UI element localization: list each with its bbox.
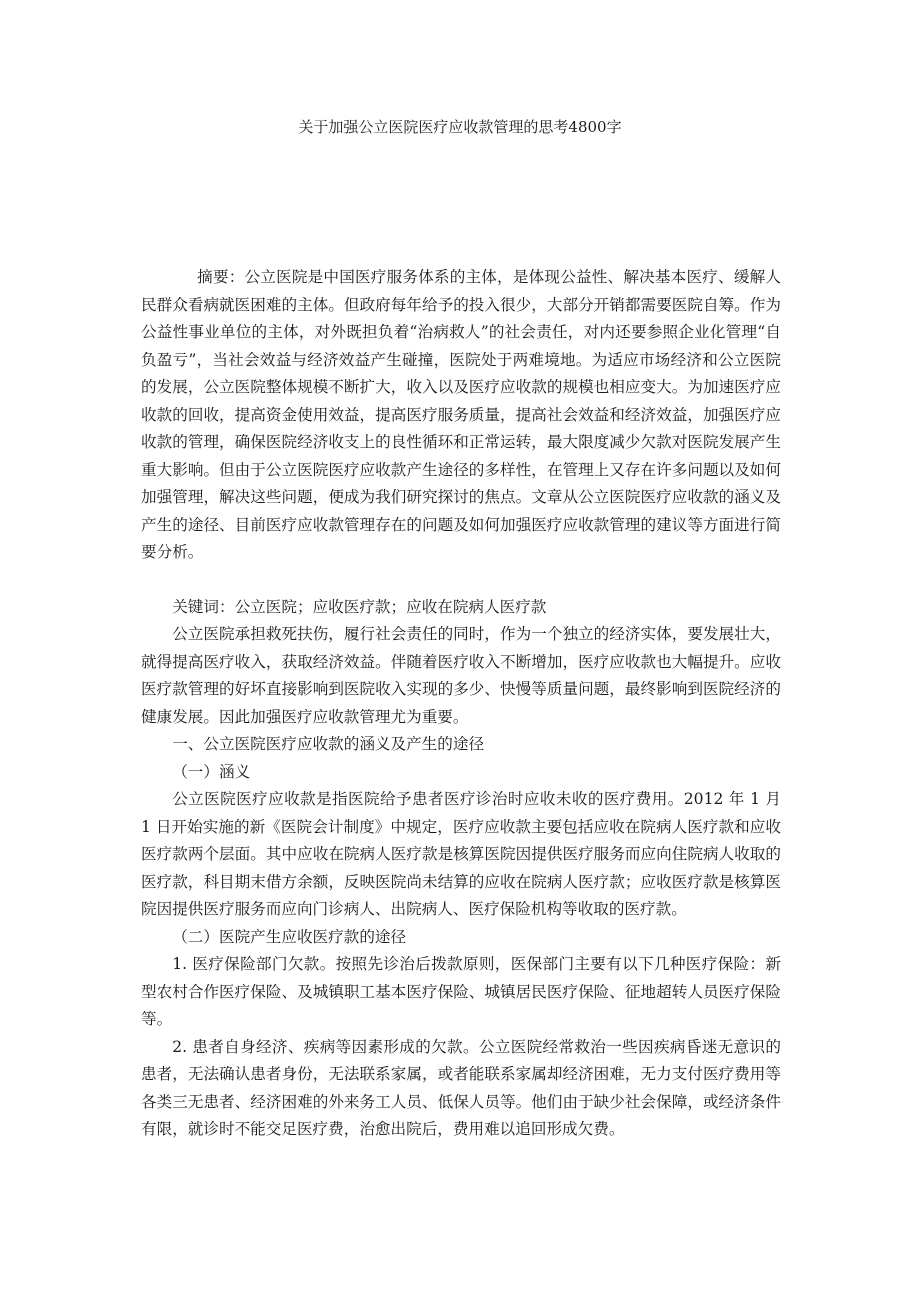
subsection-heading-sources: （二）医院产生应收医疗款的途径 — [172, 927, 407, 946]
abstract-paragraph: 摘要：公立医院是中国医疗服务体系的主体，是体现公益性、解决基本医疗、缓解人民群众看病就医困难的主体。但政府每年给予的投入很少，大部分开销都需要医院自筹。作为公益性事业单位的主体，对外既担负着“治病救人”的社会责任，对内还要参照企业化管理“自负盈亏”，当社会效益与经济效益产生碰撞，医院处于两难境地。为适应市场经济和公立医院的发展，公立医院整体规模不断扩大，收入以及医疗应收款的规模也相应变大。为加速医疗应收款的回收，提高资金使用效益，提高医疗服务质量，提高社会效益和经济效益，加强医疗应收款的管理，确保医院经济收支上的良性循环和正常运转，最大限度减少欠款对医院发展产生重大影响。但由于公立医院医疗应收款产生途径的多样性，在管理上又存在许多问题以及如何加强管理，解决这些问题，便成为我们研究探讨的焦点。文章从公立医院医疗应收款的涵义及产生的途径、目前医疗应收款管理存在的问题及如何加强医疗应收款管理的建议等方面进行简要分析。 — [141, 268, 781, 561]
list-item-insurance: 1. 医疗保险部门欠款。按照先诊治后拨款原则，医保部门主要有以下几种医疗保险：新型农村合作医疗保险、及城镇职工基本医疗保险、城镇居民医疗保险、征地超转人员医疗保险等。 — [141, 955, 781, 1028]
keywords-line: 关键词：公立医院；应收医疗款；应收在院病人医疗款 — [172, 597, 547, 616]
list-item-patient: 2. 患者自身经济、疾病等因素形成的欠款。公立医院经常救治一些因疾病昏迷无意识的患者，无法确认患者身份，无法联系家属，或者能联系家属却经济困难，无力支付医疗费用等各类三无患者、经济困难的外来务工人员、低保人员等。他们由于缺少社会保障，或经济条件有限，就诊时不能交足医疗费，治愈出院后，费用难以追回形成欠费。 — [141, 1037, 781, 1138]
document-title: 关于加强公立医院医疗应收款管理的思考4800字 — [298, 118, 622, 136]
subsection-heading-meaning: （一）涵义 — [172, 762, 251, 781]
meaning-paragraph: 公立医院医疗应收款是指医院给予患者医疗诊治时应收未收的医疗费用。2012 年 1 月 1 日开始实施的新《医院会计制度》中规定，医疗应收款主要包括应收在院病人医疗款和应收医疗款两个层面。其中应收在院病人医疗款是核算医院因提供医疗服务而应向住院病人收取的医疗款，科目期末借方余额，反映医院尚未结算的应收在院病人医疗款；应收医疗款是核算医院因提供医疗服务而应向门诊病人、出院病人、医疗保险机构等收取的医疗款。 — [141, 790, 781, 918]
section-heading-1: 一、公立医院医疗应收款的涵义及产生的途径 — [172, 735, 485, 753]
intro-paragraph: 公立医院承担救死扶伤，履行社会责任的同时，作为一个独立的经济实体，要发展壮大，就得提高医疗收入，获取经济效益。伴随着医疗收入不断增加，医疗应收款也大幅提升。应收医疗款管理的好坏直接影响到医院收入实现的多少、快慢等质量问题，最终影响到医院经济的健康发展。因此加强医疗应收款管理尤为重要。 — [141, 625, 781, 726]
document-body — [141, 264, 781, 1144]
